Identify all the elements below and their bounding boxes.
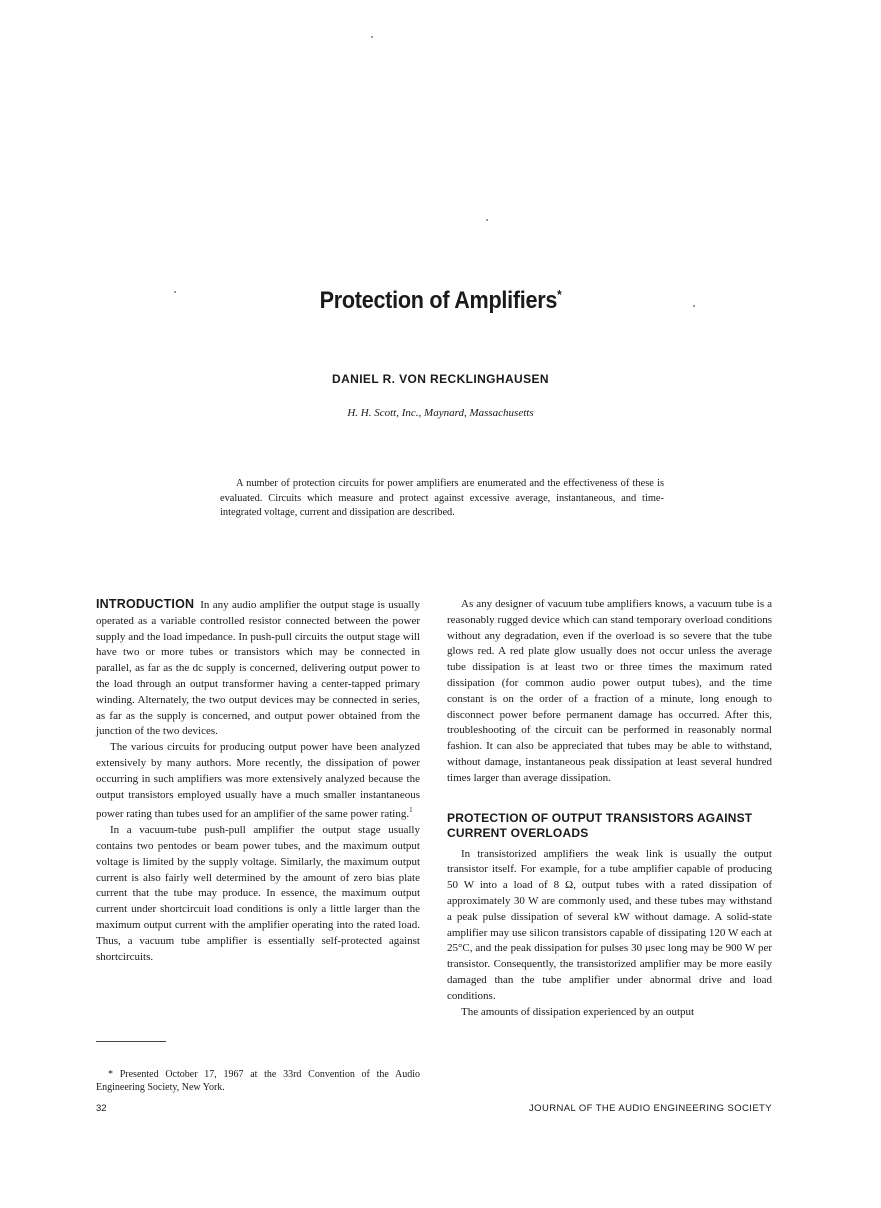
- intro-text: In any audio amplifier the output stage is usually operated as a variable controlled resistor connected between the power supply and the load impedance. In push-pull circuits the output stage will have two or more tubes or transistors which may be connected in parallel, as far as the dc supply is concerned, delivering output power to the load through an output transformer having a center-tapped primary winding. Alternately, the two output devices may be connected in series, as far as the supply is concerned, and output power obtained from the junction of the two devices.: [96, 599, 420, 738]
- reference-marker: 1: [409, 806, 413, 815]
- paragraph-text: The various circuits for producing output power have been analyzed extensively by many authors. More recently, the dissipation of power occurring in such amplifiers was more extensively analyzed because the output transistors employed usually have a much smaller instantaneous power rating than tubes used for an amplifier of the same power rating.: [96, 741, 420, 821]
- scan-speck: [486, 219, 488, 221]
- intro-paragraph: [96, 597, 420, 740]
- title-footnote-marker: *: [557, 287, 562, 302]
- right-column: [447, 597, 772, 1020]
- body-paragraph: [96, 740, 420, 823]
- footnote: * Presented October 17, 1967 at the 33rd Convention of the Audio Engineering Society, New York.: [96, 1069, 420, 1093]
- author-affiliation: H. H. Scott, Inc., Maynard, Massachusetts: [347, 407, 534, 419]
- scan-speck: [371, 36, 373, 38]
- body-paragraph: As any designer of vacuum tube amplifiers knows, a vacuum tube is a reasonably rugged device which can stand temporary overload conditions without any degradation, even if the overload is so severe that the tube glows red. A red plate glow usually does not occur unless the average tube dissipation is at least two or three times the maximum rated dissipation (for common audio power output tubes), and the time constant is on the order of a fraction of a minute, long enough to disconnect power before permanent damage has occurred. After this, troubleshooting of the circuit can be performed in reasonably normal fashion. It can also be appreciated that tubes may be able to withstand, without damage, instantaneous peak dissipation at least several hundred times larger than average dissipation.: [447, 598, 772, 784]
- body-paragraph: In transistorized amplifiers the weak link is usually the output transistor itself. For example, for a tube amplifier capable of producing 50 W into a load of 8 Ω, output tubes with a rated dissipation of approximately 30 W are commonly used, and these tubes may withstand a peak pulse dissipation of several kW without damage. A solid-state amplifier may use silicon transistors capable of dissipating 120 W each at 25°C, and the peak dissipation for pulses 30 μsec long may be 900 W per transistor. Consequently, the transistorized amplifier may be more easily damaged than the tube amplifier under abnormal drive and load conditions.: [447, 847, 772, 1002]
- introduction-heading: INTRODUCTION: [96, 597, 195, 611]
- body-paragraph: The amounts of dissipation experienced by an output: [461, 1005, 695, 1018]
- left-column: [96, 597, 420, 965]
- journal-running-footer: JOURNAL OF THE AUDIO ENGINEERING SOCIETY: [529, 1103, 772, 1114]
- body-paragraph: In a vacuum-tube push-pull amplifier the output stage usually contains two pentodes or beam power tubes, and the maximum output voltage is limited by the supply voltage. Similarly, the maximum output current is also fairly well determined by the amount of zero bias plate current that the tube may produce. In essence, the maximum output current under shortcircuit load conditions is only a little larger than the maximum output current with the amplifier operating into the rated load. Thus, a vacuum tube amplifier is essentially self-protected against shortcircuits.: [96, 824, 420, 963]
- section-heading: PROTECTION OF OUTPUT TRANSISTORS AGAINST CURRENT OVERLOADS: [447, 810, 753, 840]
- paper-title: [44, 287, 837, 315]
- page-number: 32: [96, 1103, 107, 1114]
- footnote-rule: [96, 1041, 166, 1042]
- paper-title-text: Protection of Amplifiers: [319, 287, 558, 314]
- author-name: DANIEL R. VON RECKLINGHAUSEN: [332, 372, 549, 386]
- abstract: A number of protection circuits for power amplifiers are enumerated and the effectiveness of these is evaluated. Circuits which measure and protect against excessive average, instantaneous, and time-integrated voltage, current and dissipation are described.: [220, 478, 664, 518]
